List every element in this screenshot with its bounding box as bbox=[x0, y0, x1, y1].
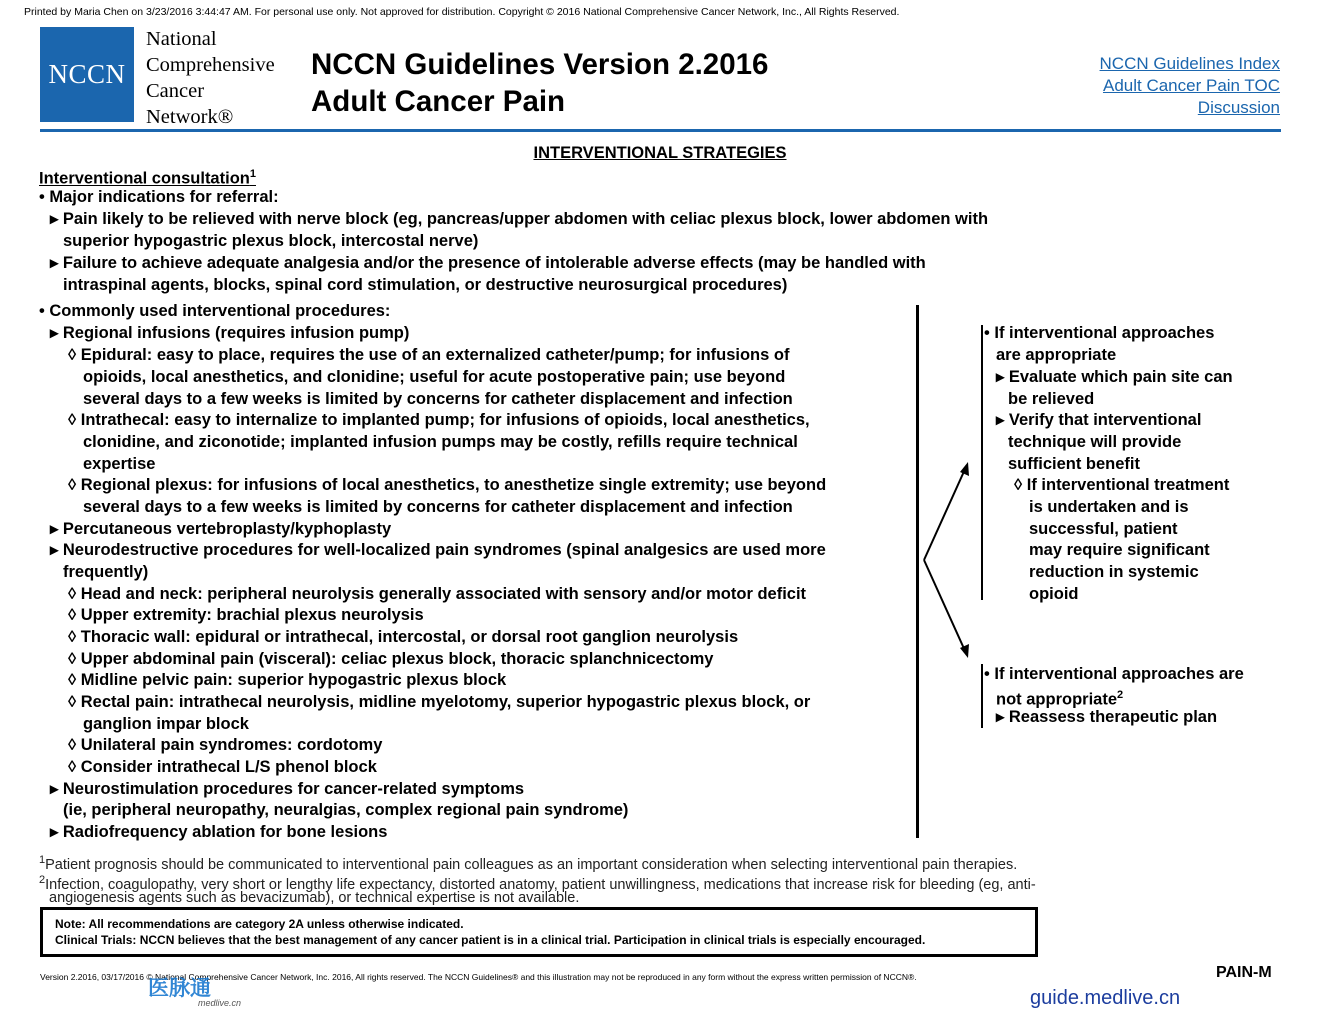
bullet-line: several days to a few weeks is limited by concerns for catheter displacement and infection bbox=[83, 498, 793, 516]
medlive-logo-text: 医脉通 bbox=[148, 976, 211, 1000]
page-title bbox=[311, 46, 768, 120]
copyright-footer: Version 2.2016, 03/17/2016 © National Comprehensive Cancer Network, Inc. 2016, All rights reserved. The NCCN Guidelines® and this illustration may not be reproduced in any form without the express written permission of NCCN®. bbox=[40, 972, 917, 982]
right-line: opioid bbox=[1029, 585, 1079, 603]
note-box bbox=[40, 907, 1038, 957]
logo-word: National bbox=[146, 28, 217, 50]
right-line: reduction in systemic bbox=[1029, 563, 1199, 581]
title-line: NCCN Guidelines Version 2.2016 bbox=[311, 48, 769, 81]
nccn-logo bbox=[40, 27, 134, 122]
note-line: Note: All recommendations are category 2A unless otherwise indicated. bbox=[55, 917, 464, 931]
bullet-line: ◊ Regional plexus: for infusions of local anesthetics, to anesthetize single extremity; use beyond bbox=[68, 476, 827, 494]
section-title: INTERVENTIONAL STRATEGIES bbox=[533, 144, 787, 162]
bullet-line: • Major indications for referral: bbox=[39, 188, 279, 206]
arrowhead-up bbox=[960, 462, 969, 476]
footnote-number: 1 bbox=[39, 854, 46, 866]
bullet-line: (ie, peripheral neuropathy, neuralgias, complex regional pain syndrome) bbox=[63, 801, 629, 819]
bullet-line: ▸ Neurodestructive procedures for well-localized pain syndromes (spinal analgesics are used more bbox=[50, 541, 826, 559]
bullet-line: ◊ Epidural: easy to place, requires the use of an externalized catheter/pump; for infusions of bbox=[68, 346, 790, 364]
right-line: are appropriate bbox=[996, 346, 1117, 364]
consult-sup: 1 bbox=[249, 168, 256, 180]
right-bracket-bottom bbox=[981, 664, 983, 728]
bullet-line: ◊ Thoracic wall: epidural or intrathecal, intercostal, or dorsal root ganglion neurolysis bbox=[68, 628, 739, 646]
right-line: sufficient benefit bbox=[1008, 455, 1141, 473]
bullet-line: ▸ Failure to achieve adequate analgesia and/or the presence of intolerable adverse effects (may be handled with bbox=[50, 254, 926, 272]
right-line: • If interventional approaches are bbox=[984, 665, 1244, 683]
bullet-line: expertise bbox=[83, 455, 156, 473]
subtitle-line: Adult Cancer Pain bbox=[311, 85, 566, 118]
header-divider bbox=[40, 129, 1281, 132]
bullet-line: ◊ Consider intrathecal L/S phenol block bbox=[68, 758, 377, 776]
link-discussion[interactable]: Discussion bbox=[1197, 98, 1280, 117]
bullet-line: ▸ Radiofrequency ablation for bone lesions bbox=[50, 823, 388, 841]
bullet-line: ganglion impar block bbox=[83, 715, 249, 733]
footnote-ref: 2 bbox=[1117, 689, 1124, 701]
arrowhead-down bbox=[960, 644, 969, 658]
bullet-line: ▸ Pain likely to be relieved with nerve block (eg, pancreas/upper abdomen with celiac plexus block, lower abdomen with bbox=[50, 210, 989, 228]
medlive-logo-sub: medlive.cn bbox=[198, 998, 242, 1008]
footnote-text: Infection, coagulopathy, very short or lengthy life expectancy, distorted anatomy, patient unwillingness, medications that increase risk for bleeding (eg, anti- bbox=[45, 876, 1036, 893]
footnote-2-continued: angiogenesis agents such as bevacizumab), or technical expertise is not available. bbox=[49, 890, 580, 906]
bullet-line: ◊ Head and neck: peripheral neurolysis generally associated with sensory and/or motor deficit bbox=[68, 585, 807, 603]
logo-word: Cancer bbox=[146, 80, 205, 102]
link-toc[interactable]: Adult Cancer Pain TOC bbox=[1102, 76, 1280, 95]
print-notice: Printed by Maria Chen on 3/23/2016 3:44:47 AM. For personal use only. Not approved for distribution. Copyright © 2016 National Comprehensive Cancer Network, Inc., All Rights Reserved. bbox=[24, 6, 900, 18]
right-line: ▸ Verify that interventional bbox=[996, 411, 1202, 429]
bullet-line: frequently) bbox=[63, 563, 149, 581]
right-line: be relieved bbox=[1008, 390, 1095, 408]
bullet-line: several days to a few weeks is limited by concerns for catheter displacement and infection bbox=[83, 390, 793, 408]
consult-heading-text: Interventional consultation bbox=[39, 169, 250, 188]
link-guidelines-index[interactable]: NCCN Guidelines Index bbox=[1099, 54, 1280, 73]
logo-word: Comprehensive bbox=[146, 54, 275, 76]
branch-arrows bbox=[918, 455, 978, 665]
bullet-line: ◊ Midline pelvic pain: superior hypogastric plexus block bbox=[68, 671, 507, 689]
bullet-line: ◊ Intrathecal: easy to internalize to implanted pump; for infusions of opioids, local anesthetics, bbox=[68, 411, 810, 429]
right-line: ▸ Evaluate which pain site can bbox=[996, 368, 1233, 386]
footnote-number: 2 bbox=[39, 874, 46, 886]
right-line: successful, patient bbox=[1029, 520, 1178, 538]
bullet-line: clonidine, and ziconotide; implanted infusion pumps may be costly, refills require technical bbox=[83, 433, 798, 451]
clinical-trials-line: Clinical Trials: NCCN believes that the best management of any cancer patient is in a clinical trial. Participation in clinical trials is especially encouraged. bbox=[55, 933, 926, 947]
footnote-text: Patient prognosis should be communicated to interventional pain colleagues as an important consideration when selecting interventional pain therapies. bbox=[45, 856, 1018, 873]
bullet-line: superior hypogastric plexus block, intercostal nerve) bbox=[63, 232, 479, 250]
medlive-url: guide.medlive.cn bbox=[1030, 987, 1181, 1009]
bullet-line: ▸ Neurostimulation procedures for cancer-related symptoms bbox=[50, 780, 525, 798]
bullet-line: intraspinal agents, blocks, spinal cord stimulation, or destructive neurosurgical procedures) bbox=[63, 276, 788, 294]
right-line: ◊ If interventional treatment bbox=[1014, 476, 1230, 494]
right-line: ▸ Reassess therapeutic plan bbox=[996, 708, 1218, 726]
bullet-line: ◊ Unilateral pain syndromes: cordotomy bbox=[68, 736, 383, 754]
right-line: technique will provide bbox=[1008, 433, 1182, 451]
bullet-line: ◊ Upper abdominal pain (visceral): celiac plexus block, thoracic splanchnicectomy bbox=[68, 650, 714, 668]
logo-abbr: NCCN bbox=[48, 59, 126, 89]
bullet-line: ◊ Upper extremity: brachial plexus neurolysis bbox=[68, 606, 424, 624]
bullet-line: ▸ Regional infusions (requires infusion pump) bbox=[50, 324, 410, 342]
page-id: PAIN-M bbox=[1216, 964, 1272, 981]
right-line: is undertaken and is bbox=[1029, 498, 1189, 516]
bullet-line: ▸ Percutaneous vertebroplasty/kyphoplasty bbox=[50, 520, 392, 538]
bullet-line: ◊ Rectal pain: intrathecal neurolysis, midline myelotomy, superior hypogastric plexus block, or bbox=[68, 693, 811, 711]
logo-wordmark bbox=[146, 26, 275, 130]
logo-word: Network® bbox=[146, 106, 234, 128]
right-bracket-top bbox=[981, 325, 983, 600]
bullet-line: opioids, local anesthetics, and clonidine; useful for acute postoperative pain; use beyond bbox=[83, 368, 786, 386]
right-line: • If interventional approaches bbox=[984, 324, 1215, 342]
arrow-up-line bbox=[924, 467, 966, 560]
nav-links bbox=[1100, 53, 1280, 119]
arrow-down-line bbox=[924, 560, 966, 653]
bullet-line: • Commonly used interventional procedures: bbox=[39, 302, 391, 320]
right-line: may require significant bbox=[1029, 541, 1210, 559]
medlive-watermark-logo bbox=[148, 970, 248, 1010]
right-line: not appropriate bbox=[996, 690, 1118, 709]
